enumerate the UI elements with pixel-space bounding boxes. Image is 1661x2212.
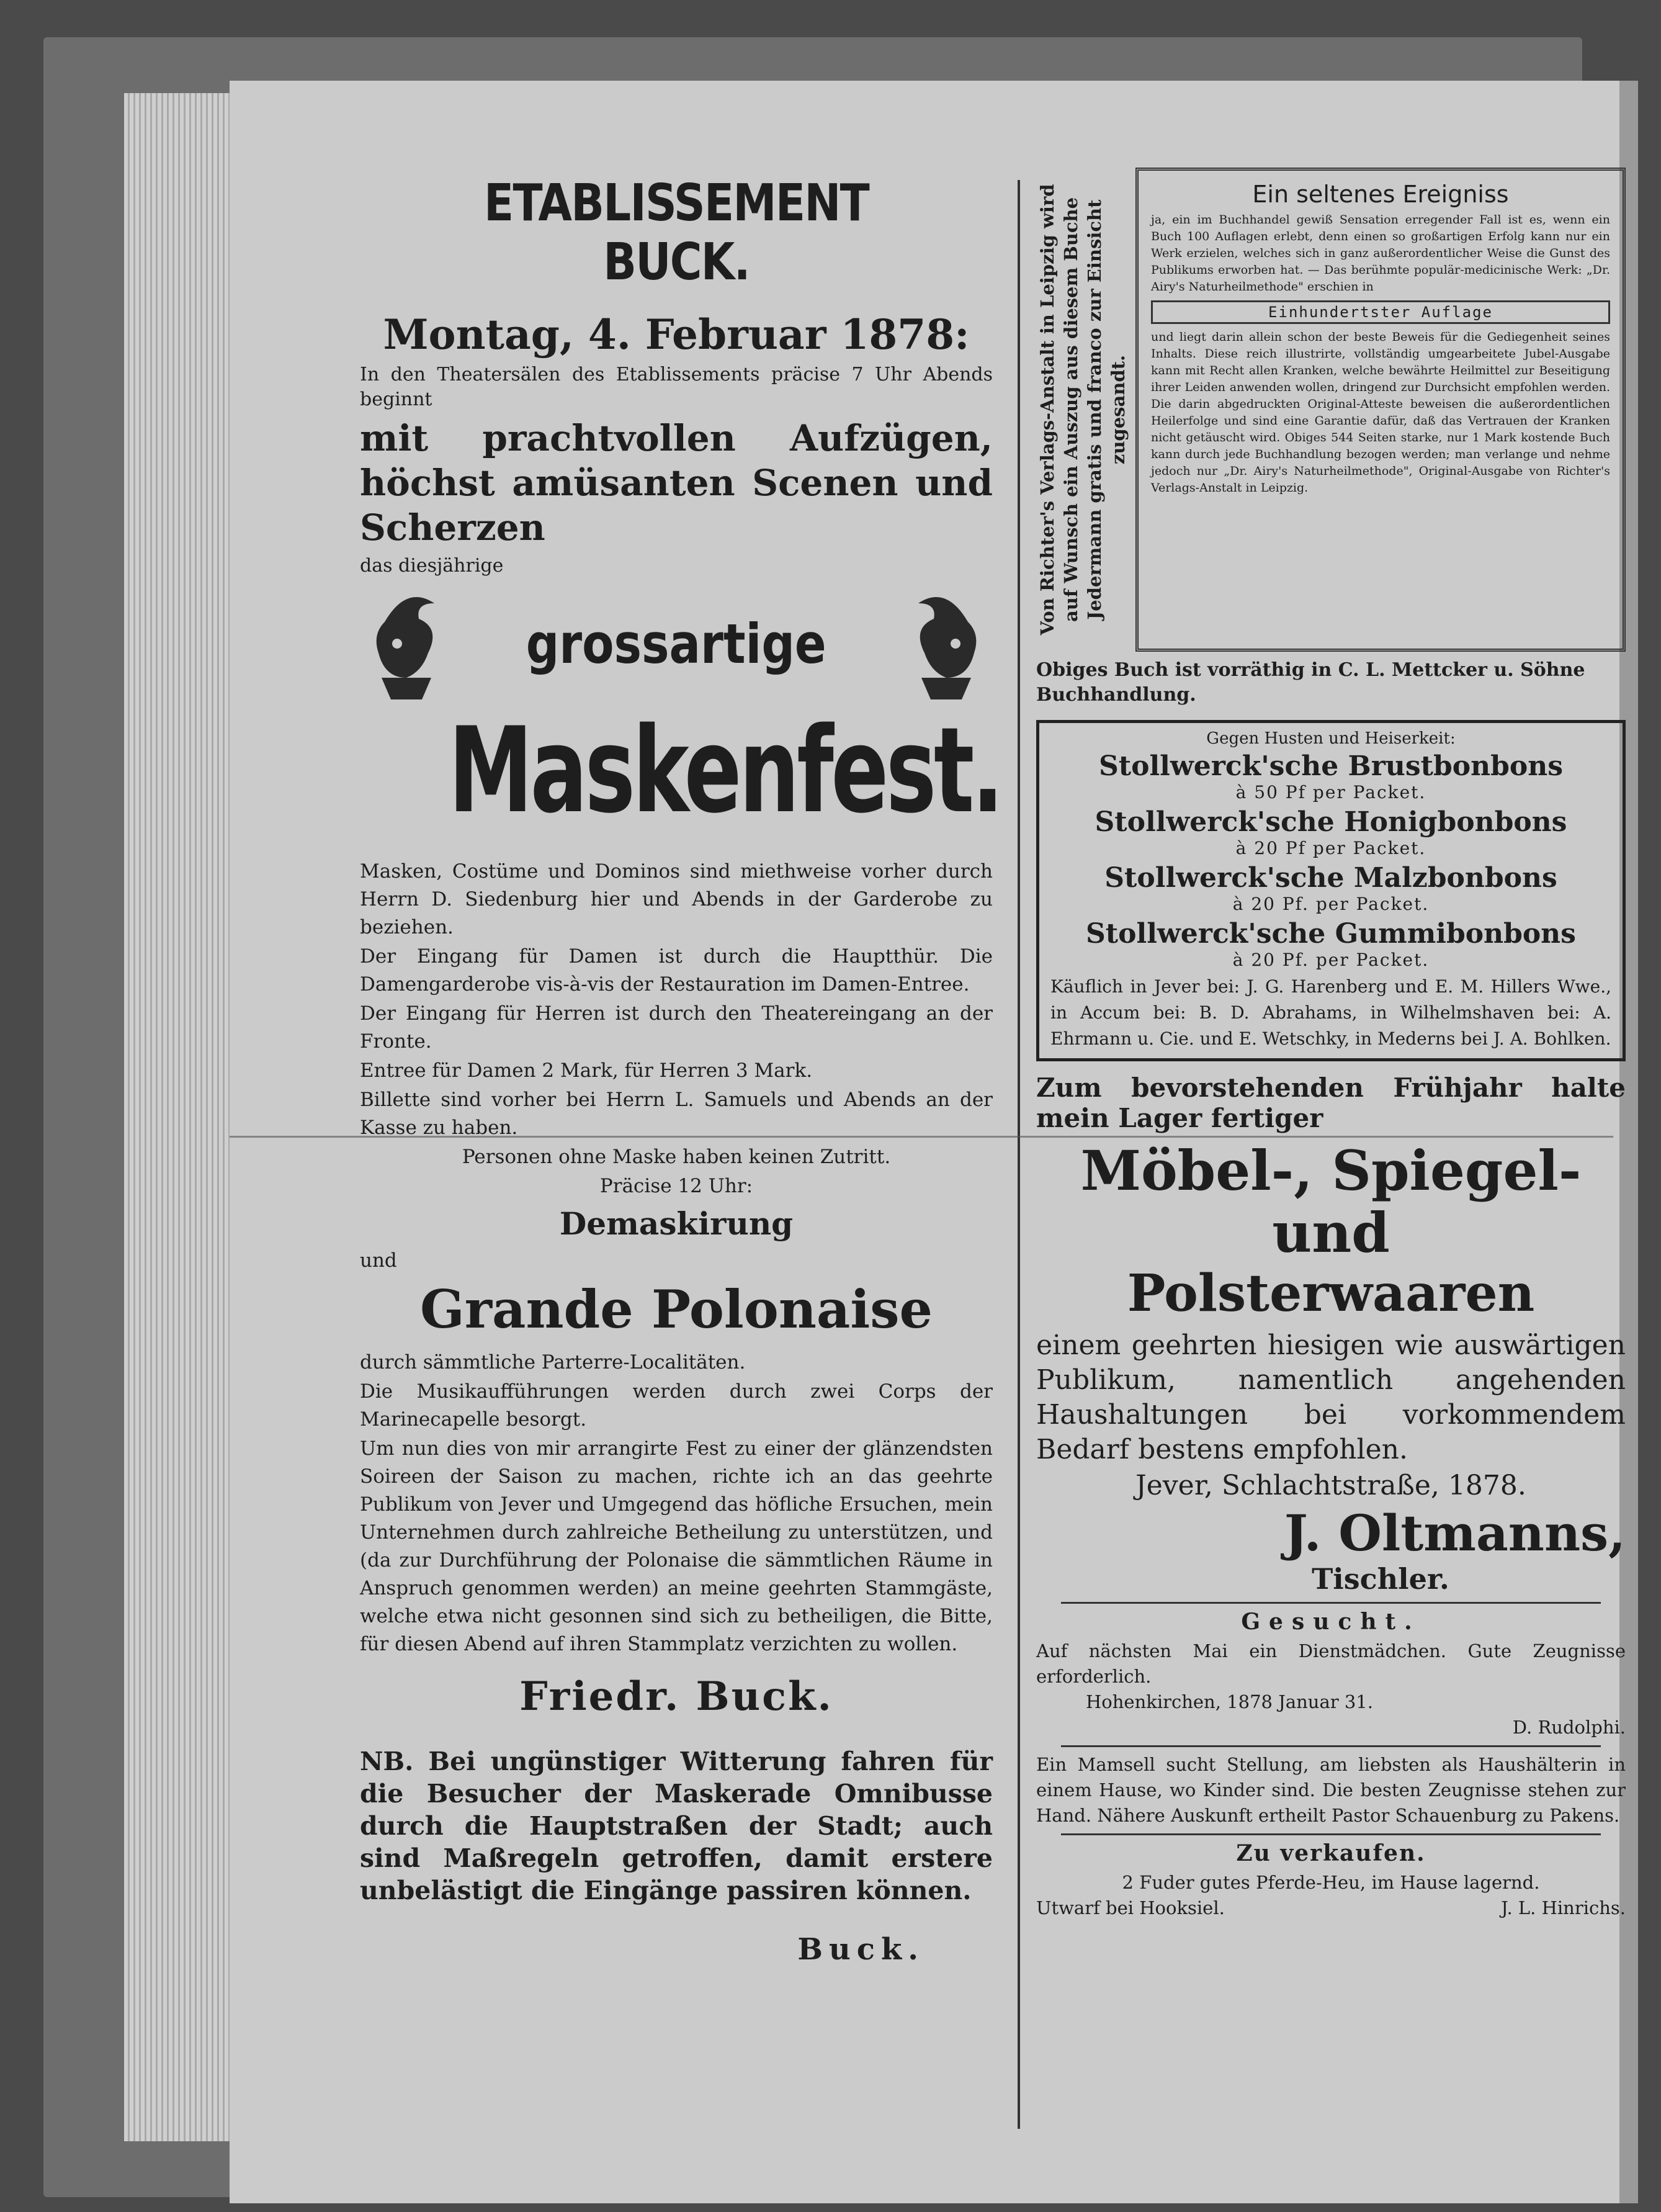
wanted-text: Auf nächsten Mai ein Dienstmädchen. Gute Zeugnisse erforderlich. <box>1036 1640 1626 1687</box>
jester-mask-icon <box>360 585 453 703</box>
text-prices: Entree für Damen 2 Mark, für Herren 3 Mark. <box>360 1059 813 1082</box>
signature-buck: Friedr. Buck. <box>519 1673 833 1720</box>
sale-text: 2 Fuder gutes Pferde-Heu, im Hause lagernd. <box>1122 1872 1540 1893</box>
wanted-heading: Gesucht. <box>1241 1609 1421 1635</box>
cough-heading: Gegen Husten und Heiserkeit: <box>1206 729 1456 748</box>
edition-box: Einhundertster Auflage <box>1151 300 1610 324</box>
furniture-intro: Zum bevorstehenden Frühjahr halte mein Lager fertiger <box>1036 1072 1626 1133</box>
text-ladies-entrance: Der Eingang für Damen ist durch die Hauptthür. Die Damengarderobe vis-à-vis der Restauration im Damen-Entree. <box>360 945 993 996</box>
nb-text: NB. Bei ungünstiger Witterung fahren für die Besucher der Maskerade Omnibusse durch die Hauptstraßen der Stadt; auch sind Maßregeln getroffen, damit erstere unbelästigt die Eingänge passiren können. <box>360 1747 993 1905</box>
furniture-heading-1: Möbel-, Spiegel- und <box>1080 1138 1582 1265</box>
vertical-text: Von Richter's Verlags-Anstalt in Leipzig wird auf Wunsch ein Auszug aus diesem Buche Jedermann gratis und franco zur Einsicht zugesandt. <box>1037 184 1129 636</box>
stock-notice: Obiges Buch ist vorräthig in C. L. Mettcker u. Söhne Buchhandlung. <box>1036 659 1585 706</box>
wanted-place: Hohenkirchen, 1878 Januar 31. <box>1086 1691 1373 1712</box>
newspaper-page <box>230 81 1638 2203</box>
text-und: und <box>360 1249 397 1272</box>
bonbon-name: Stollwerck'sche Malzbonbons <box>1104 862 1557 894</box>
main-title: Maskenfest. <box>448 702 1001 839</box>
signature-short: Buck. <box>797 1932 925 1967</box>
polonaise-heading: Grande Polonaise <box>420 1279 933 1340</box>
signature-trade: Tischler. <box>1312 1562 1449 1596</box>
bonbon-name: Stollwerck'sche Brustbonbons <box>1099 750 1563 782</box>
divider <box>1061 1745 1601 1747</box>
bonbon-price: à 20 Pf. per Packet. <box>1232 950 1430 970</box>
text-tickets: Billette sind vorher bei Herrn L. Samuels und Abends an der Kasse zu haben. <box>360 1089 993 1139</box>
divider <box>1061 1833 1601 1835</box>
text-music: Die Musikaufführungen werden durch zwei Corps der Marinecapelle besorgt. <box>360 1380 993 1431</box>
text-gentlemen-entrance: Der Eingang für Herren ist durch den Theatereingang an der Fronte. <box>360 1002 993 1053</box>
text-no-mask: Personen ohne Maske haben keinen Zutritt. <box>462 1146 891 1168</box>
rare-event-box <box>1135 168 1626 652</box>
venue-heading: ETABLISSEMENT BUCK. <box>483 174 869 292</box>
rare-event-text-1: ja, ein im Buchhandel gewiß Sensation erregender Fall ist es, wenn ein Buch 100 Auflagen erlebt, denn einen so großartigen Erfolg kann nur ein Werk erzielen, welches sich in ganz außerordentlicher Weise die Gunst des Publikums erworben hat. — Das berühmte populär-medicinische Werk: „Dr. Airy's Naturheilmethode" erschien in <box>1151 213 1610 294</box>
sale-heading: Zu verkaufen. <box>1236 1840 1426 1866</box>
text-request: Um nun dies von mir arrangirte Fest zu einer der glänzendsten Soireen der Saison zu machen, richte ich an das geehrte Publikum von Jever und Umgegend das höfliche Ersuchen, mein Unternehmen durch zahlreiche Betheilung zu unterstützen, und (da zur Durchführung der Polonaise die sämmtlichen Räume in Anspruch genommen werden) an meine geehrten Stammgäste, welche etwa nicht gesonnen sind sich zu betheiligen, die Bitte, für diesen Abend auf ihren Stammplatz verzichten zu wollen. <box>360 1437 993 1655</box>
rare-event-text-2: und liegt darin allein schon der beste Beweis für die Gediegenheit seines Inhalts. Diese reich illustrirte, vollständig umgearbeitete Jubel-Ausgabe kann mit Recht allen Kranken, welche bewährte Heilmittel zur Beseitigung ihrer Leiden anwenden wollen, dringend zur Durchsicht empfohlen werden. Die darin abgedruckten Original-Atteste beweisen die außerordentlichen Heilerfolge und sind eine Garantie dafür, daß das Vertrauen der Kranken nicht getäuscht wird. Obiges 544 Seiten starke, nur 1 Mark kostende Buch kann durch jede Buchhandlung bezogen werden; man verlange und nehme jedoch nur „Dr. Airy's Naturheilmethode", Original-Ausgabe von Richter's Verlags-Anstalt in Leipzig. <box>1151 330 1610 495</box>
bonbon-price: à 20 Pf. per Packet. <box>1232 894 1430 914</box>
bonbon-name: Stollwerck'sche Honigbonbons <box>1095 806 1567 838</box>
divider <box>1061 1602 1601 1604</box>
vertical-note <box>1036 168 1129 652</box>
highlight-text: mit prachtvollen Aufzügen, höchst amüsanten Scenen und Scherzen <box>360 417 993 549</box>
right-column <box>1036 168 1626 1921</box>
jester-mask-icon <box>900 585 993 703</box>
dealers-text: Käuflich in Jever bei: J. G. Harenberg und E. M. Hillers Wwe., in Accum bei: B. D. Abrahams, in Wilhelmshaven bei: A. Ehrmann u. Cie. und E. Wetschky, in Mederns bei J. A. Bohlken. <box>1050 976 1611 1049</box>
mamsell-text: Ein Mamsell sucht Stellung, am liebsten als Haushälterin in einem Hause, wo Kinder sind. Die besten Zeugnisse stehen zur Hand. Nähere Auskunft ertheilt Pastor Schauenburg zu Pakens. <box>1036 1754 1626 1826</box>
text-parterre: durch sämmtliche Parterre-Localitäten. <box>360 1351 746 1374</box>
headline-row <box>360 585 993 703</box>
demask-heading: Demaskirung <box>559 1205 794 1242</box>
furniture-heading-2: Polsterwaaren <box>1127 1264 1535 1323</box>
book-advert <box>1036 168 1626 652</box>
sale-place: Utwarf bei Hooksiel. <box>1036 1897 1225 1918</box>
wanted-signature: D. Rudolphi. <box>1512 1717 1626 1738</box>
text-time: Präcise 12 Uhr: <box>599 1175 753 1197</box>
event-date: Montag, 4. Februar 1878: <box>383 310 970 359</box>
bonbon-price: à 20 Pf per Packet. <box>1235 838 1426 858</box>
bonbon-price: à 50 Pf per Packet. <box>1235 782 1426 803</box>
sale-footer <box>1036 1895 1626 1921</box>
bonbon-name: Stollwerck'sche Gummibonbons <box>1086 918 1576 950</box>
maskenfest-advert <box>360 174 1001 1997</box>
text-costumes: Masken, Costüme und Dominos sind miethweise vorher durch Herrn D. Siedenburg hier und Abends in der Garderobe zu beziehen. <box>360 860 993 938</box>
furniture-text: einem geehrten hiesigen wie auswärtigen Publikum, namentlich angehenden Haushaltungen bei vorkommendem Bedarf bestens empfohlen. <box>1036 1329 1626 1465</box>
intro-text: In den Theatersälen des Etablissements präcise 7 Uhr Abends beginnt <box>360 364 993 410</box>
sale-signature: J. L. Hinrichs. <box>1501 1897 1626 1918</box>
pre-text: das diesjährige <box>360 555 504 577</box>
rare-event-title: Ein seltenes Ereigniss <box>1252 181 1509 208</box>
headline: grossartige <box>526 611 826 676</box>
bonbons-advert <box>1036 720 1626 1061</box>
page-edges <box>124 93 230 2141</box>
column-rule <box>1018 180 1020 2129</box>
signature-oltmanns: J. Oltmanns, <box>1284 1504 1626 1562</box>
furniture-place: Jever, Schlachtstraße, 1878. <box>1135 1470 1526 1501</box>
